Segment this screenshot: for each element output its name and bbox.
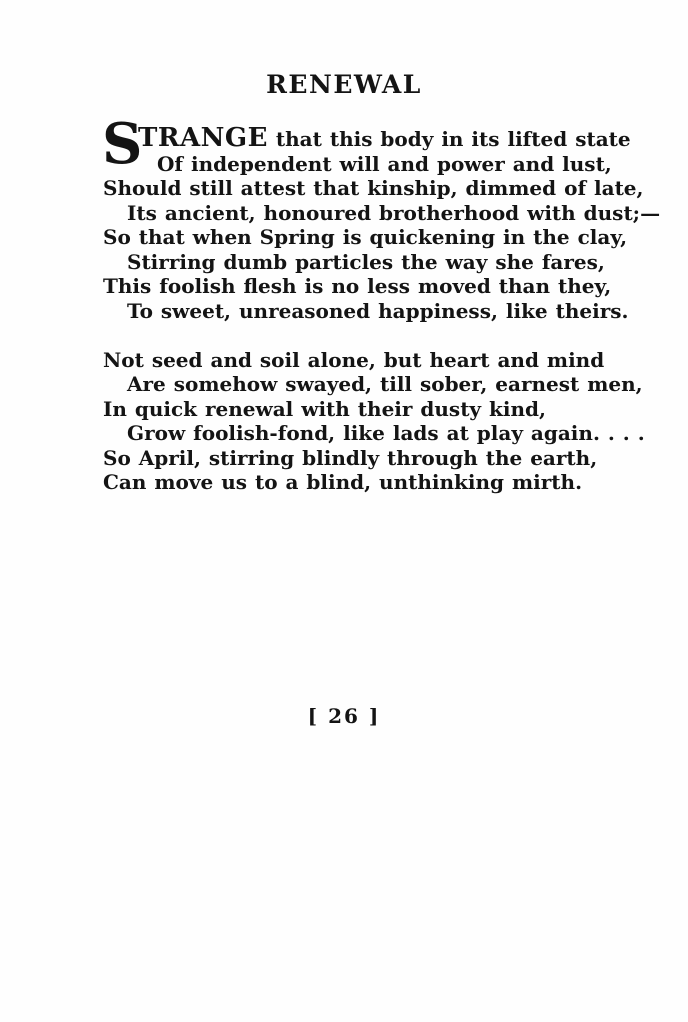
- poem-line: In quick renewal with their dusty kind,: [103, 396, 546, 421]
- poem-line: Of independent will and power and lust,: [157, 151, 612, 176]
- lead-word-caps: TRANGE: [138, 123, 268, 153]
- poem-line: To sweet, unreasoned happiness, like theirs.: [127, 298, 629, 323]
- poem-body: [102, 111, 661, 495]
- poem-line: Its ancient, honoured brotherhood with dust;—: [127, 200, 661, 225]
- stanza-1: [102, 111, 661, 323]
- line-text: that this body in its lifted state: [275, 127, 631, 151]
- poem-line: Are somehow swayed, till sober, earnest men,: [127, 372, 643, 396]
- poem-line: Should still attest that kinship, dimmed of late,: [103, 176, 644, 200]
- drop-cap: S: [102, 111, 143, 177]
- poem-line: Stirring dumb particles the way she fares,: [127, 249, 605, 274]
- page-number: [ 26 ]: [307, 704, 381, 728]
- poem-title: RENEWAL: [266, 70, 422, 99]
- poem-line: Not seed and soil alone, but heart and mind: [103, 347, 605, 372]
- poem-line: Can move us to a blind, unthinking mirth.: [103, 470, 583, 494]
- poem-line: So that when Spring is quickening in the clay,: [103, 225, 628, 249]
- poem-line: Grow foolish-fond, like lads at play again. . . .: [127, 421, 645, 445]
- poem-line: This foolish flesh is no less moved than they,: [103, 274, 612, 298]
- stanza-2: [103, 348, 643, 495]
- poem-line: [103, 123, 643, 153]
- poem-line: So April, stirring blindly through the earth,: [103, 445, 598, 470]
